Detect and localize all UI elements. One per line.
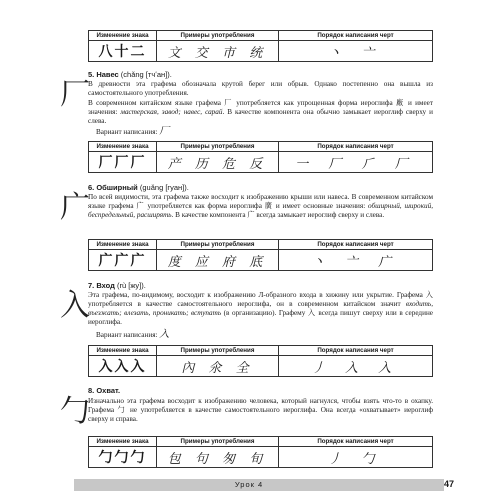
col-header-change: Изменение знака bbox=[89, 346, 157, 356]
examples-cell: 产 历 危 反 bbox=[157, 152, 279, 173]
stroke-order-cell: 丿 入 入 bbox=[279, 356, 433, 377]
col-header-examples: Примеры употребления bbox=[157, 240, 279, 250]
section-heading: 5. Навес (chǎng [тчʻан]). bbox=[88, 70, 172, 79]
variant-line: Вариант написания: 厂 bbox=[96, 126, 170, 137]
section-paragraph: В современном китайском языке графема 厂 употребляется как упрощенная форма иероглифа 廠 и имеет значения: мастерская, завод; навес, сарай. В качестве компонента она обычно замыкает иероглиф сверху и слева. bbox=[88, 99, 433, 125]
big-grapheme: 广 bbox=[60, 190, 90, 225]
variant-glyph: 入 bbox=[159, 329, 170, 340]
change-cell: 广广广 bbox=[89, 250, 157, 271]
col-header-order: Порядок написания черт bbox=[279, 142, 433, 152]
section-paragraph: Изначально эта графема восходит к изображению человека, который нагнулся, чтобы взять что-то в охапку. Графема 勹 не употребляется в качестве самостоятельного иероглифа. Она всегда «охватывает» иероглиф сверху и справа. bbox=[88, 397, 433, 423]
big-grapheme: 入 bbox=[60, 288, 90, 323]
col-header-examples: Примеры употребления bbox=[157, 437, 279, 447]
col-header-examples: Примеры употребления bbox=[157, 142, 279, 152]
section-paragraph: В древности эта графема обозначала крутой берег или обрыв. Однако постепенно она вышла из самостоятельного употребления. bbox=[88, 80, 433, 97]
section-paragraph: Эта графема, по-видимому, восходит к изображению Л-образного входа в хижину или укрытие. Графема 入 употребляется в качестве самостоятельного иероглифа, он в современном китайском значит входить, въезжать; влезать, проникать; вступать (в организацию). Графему 入 всегда пишут сверху или в середине иероглифа. bbox=[88, 291, 433, 326]
top-grapheme-table bbox=[88, 30, 433, 62]
section-heading: 8. Охват. bbox=[88, 386, 121, 395]
footer-bar bbox=[74, 479, 444, 491]
page-number: 47 bbox=[444, 479, 455, 489]
change-cell: ⼋⼗⼆ bbox=[89, 41, 157, 62]
grapheme-table bbox=[88, 141, 433, 173]
examples-cell: 文 交 市 统 bbox=[157, 41, 279, 62]
col-header-examples: Примеры употребления bbox=[157, 346, 279, 356]
col-header-order: Порядок написания черт bbox=[279, 240, 433, 250]
stroke-order-cell: 一 厂 ⺁ 厂 bbox=[279, 152, 433, 173]
stroke-order-cell: 丶 亠 bbox=[279, 41, 433, 62]
grapheme-table bbox=[88, 436, 433, 468]
lesson-label: Урок 4 bbox=[234, 480, 264, 489]
examples-cell: 包 句 匆 旬 bbox=[157, 447, 279, 468]
big-grapheme: 厂 bbox=[60, 77, 90, 112]
section-paragraph: По всей видимости, эта графема также восходит к изображению крыши или навеса. В современном китайском языке графема 广 употребляется как форма иероглифа 廣 и имеет основные значения: обширный, широкий, беспредельный, расширять. В качестве компонента 广 всегда замыкает иероглиф сверху и слева. bbox=[88, 193, 434, 219]
change-cell: 入入入 bbox=[89, 356, 157, 377]
col-header-examples: Примеры употребления bbox=[157, 31, 279, 41]
change-cell: 勹勹勹 bbox=[89, 447, 157, 468]
stroke-order-cell: 丿 勹 bbox=[279, 447, 433, 468]
grapheme-table bbox=[88, 345, 433, 377]
section-heading: 6. Обширный (guǎng [гуан]). bbox=[88, 183, 189, 192]
big-grapheme: 勹 bbox=[60, 394, 90, 429]
col-header-change: Изменение знака bbox=[89, 437, 157, 447]
col-header-order: Порядок написания черт bbox=[279, 346, 433, 356]
col-header-order: Порядок написания черт bbox=[279, 437, 433, 447]
change-cell: 厂厂厂 bbox=[89, 152, 157, 173]
variant-line: Вариант написания: 入 bbox=[96, 329, 170, 340]
variant-glyph: 厂 bbox=[159, 126, 170, 137]
examples-cell: 度 应 府 底 bbox=[157, 250, 279, 271]
stroke-order-cell: 丶 亠 广 bbox=[279, 250, 433, 271]
grapheme-table bbox=[88, 239, 433, 271]
section-heading: 7. Вход (rù [жу]). bbox=[88, 281, 146, 290]
col-header-change: Изменение знака bbox=[89, 240, 157, 250]
col-header-order: Порядок написания черт bbox=[279, 31, 433, 41]
col-header-change: Изменение знака bbox=[89, 142, 157, 152]
examples-cell: 內 氽 全 bbox=[157, 356, 279, 377]
col-header-change: Изменение знака bbox=[89, 31, 157, 41]
